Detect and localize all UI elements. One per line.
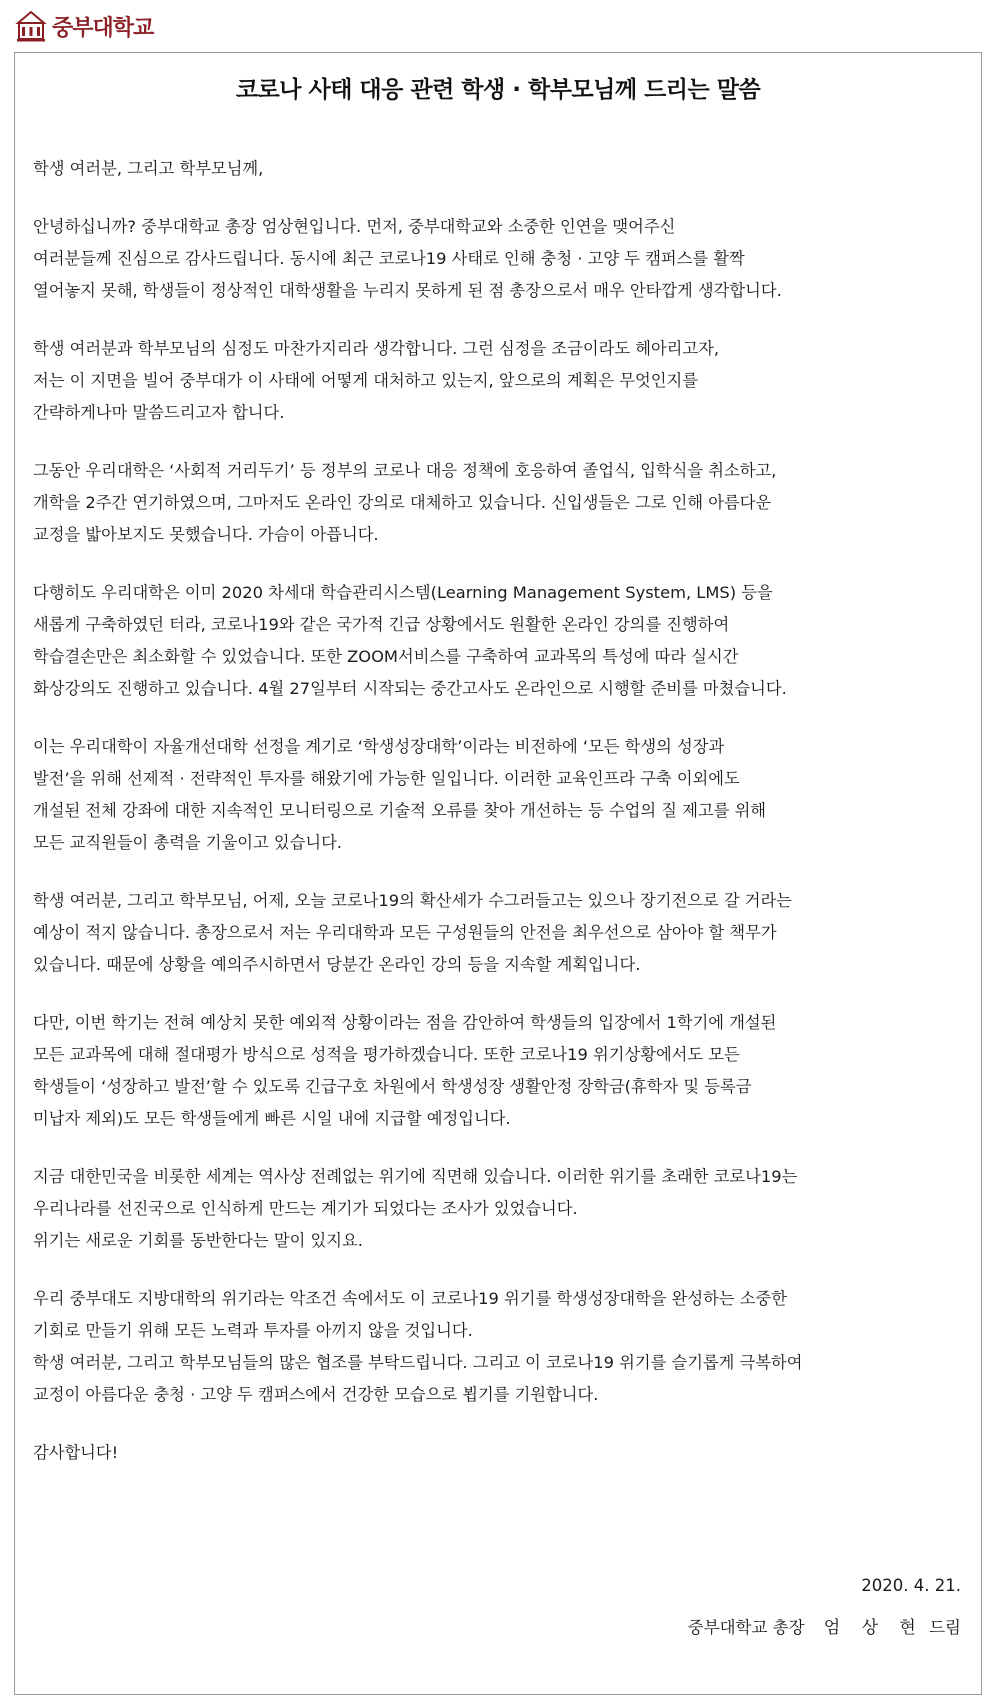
paragraph-7: 다만, 이번 학기는 전혀 예상치 못한 예외적 상황이라는 점을 감안하여 학생들의 입장에서 1학기에 개설된 모든 교과목에 대해 절대평가 방식으로 성적을 평가하겠습니다. 또한 코로나19 위기상황에서도 모든 학생들이 ‘성장하고 발전’할 수 있도록 긴급구호 차원에서 학생성장 생활안정 장학금(휴학자 및 등록금 미납자 제외)도 모든 학생들에게 빠른 시일 내에 지급할 예정입니다. xyxy=(33,1013,777,1128)
paragraph-9: 우리 중부대도 지방대학의 위기라는 악조건 속에서도 이 코로나19 위기를 학생성장대학을 완성하는 소중한 기회로 만들기 위해 모든 노력과 투자를 아끼지 않을 것입니다. 학생 여러분, 그리고 학부모님들의 많은 협조를 부탁드립니다. 그리고 이 코로나19 위기를 슬기롭게 극복하여 교정이 아름다운 충청 · 고양 두 캠퍼스에서 건강한 모습으로 뵙기를 기원합니다. xyxy=(33,1289,803,1404)
signature-name: 엄 상 현 xyxy=(823,1618,924,1638)
signature-suffix: 드림 xyxy=(929,1618,961,1637)
site-header xyxy=(14,6,153,46)
closing: 감사합니다! xyxy=(33,1443,119,1462)
signature xyxy=(688,1613,961,1638)
letter-frame xyxy=(14,52,982,1695)
paragraph-8: 지금 대한민국을 비롯한 세계는 역사상 전례없는 위기에 직면해 있습니다. 이러한 위기를 초래한 코로나19는 우리나라를 선진국으로 인식하게 만드는 계기가 되었다는 조사가 있었습니다. 위기는 새로운 기회를 동반한다는 말이 있지요. xyxy=(33,1167,798,1250)
letter-title: 코로나 사태 대응 관련 학생 · 학부모님께 드리는 말씀 xyxy=(235,77,761,103)
letter-body xyxy=(33,153,963,1469)
university-logo-text: 중부대학교 xyxy=(52,15,154,41)
paragraph-2: 학생 여러분과 학부모님의 심정도 마찬가지리라 생각합니다. 그런 심정을 조금이라도 헤아리고자, 저는 이 지면을 빌어 중부대가 이 사태에 어떻게 대처하고 있는지, 앞으로의 계획은 무엇인지를 간략하게나마 말씀드리고자 합니다. xyxy=(33,339,720,422)
paragraph-5: 이는 우리대학이 자율개선대학 선정을 계기로 ‘학생성장대학’이라는 비전하에 ‘모든 학생의 성장과 발전’을 위해 선제적 · 전략적인 투자를 해왔기에 가능한 일입니다. 이러한 교육인프라 구축 이외에도 개설된 전체 강좌에 대한 지속적인 모니터링으로 기술적 오류를 찾아 개선하는 등 수업의 질 제고를 위해 모든 교직원들이 총력을 기울이고 있습니다. xyxy=(33,737,767,852)
paragraph-4: 다행히도 우리대학은 이미 2020 차세대 학습관리시스템(Learning Management System, LMS) 등을 새롭게 구축하였던 터라, 코로나19와 같은 국가적 긴급 상황에서도 원활한 온라인 강의를 진행하여 학습결손만은 최소화할 수 있었습니다. 또한 ZOOM서비스를 구축하여 교과목의 특성에 따라 실시간 화상강의도 진행하고 있습니다. 4월 27일부터 시작되는 중간고사도 온라인으로 시행할 준비를 마쳤습니다. xyxy=(33,583,787,698)
paragraph-1: 안녕하십니까? 중부대학교 총장 엄상현입니다. 먼저, 중부대학교와 소중한 인연을 맺어주신 여러분들께 진심으로 감사드립니다. 동시에 최근 코로나19 사태로 인해 충청 · 고양 두 캠퍼스를 활짝 열어놓지 못해, 학생들이 정상적인 대학생활을 누리지 못하게 된 점 총장으로서 매우 안타깝게 생각합니다. xyxy=(33,217,782,300)
university-seal-icon xyxy=(14,9,48,43)
letter-date: 2020. 4. 21. xyxy=(861,1576,961,1595)
greeting: 학생 여러분, 그리고 학부모님께, xyxy=(33,159,264,178)
paragraph-6: 학생 여러분, 그리고 학부모님, 어제, 오늘 코로나19의 확산세가 수그러들고는 있으나 장기전으로 갈 거라는 예상이 적지 않습니다. 총장으로서 저는 우리대학과 모든 구성원들의 안전을 최우선으로 삼아야 할 책무가 있습니다. 때문에 상황을 예의주시하면서 당분간 온라인 강의 등을 지속할 계획입니다. xyxy=(33,891,792,974)
paragraph-3: 그동안 우리대학은 ‘사회적 거리두기’ 등 정부의 코로나 대응 정책에 호응하여 졸업식, 입학식을 취소하고, 개학을 2주간 연기하였으며, 그마저도 온라인 강의로 대체하고 있습니다. 신입생들은 그로 인해 아름다운 교정을 밟아보지도 못했습니다. 가슴이 아픕니다. xyxy=(33,461,777,544)
signature-title: 중부대학교 총장 xyxy=(687,1618,805,1637)
